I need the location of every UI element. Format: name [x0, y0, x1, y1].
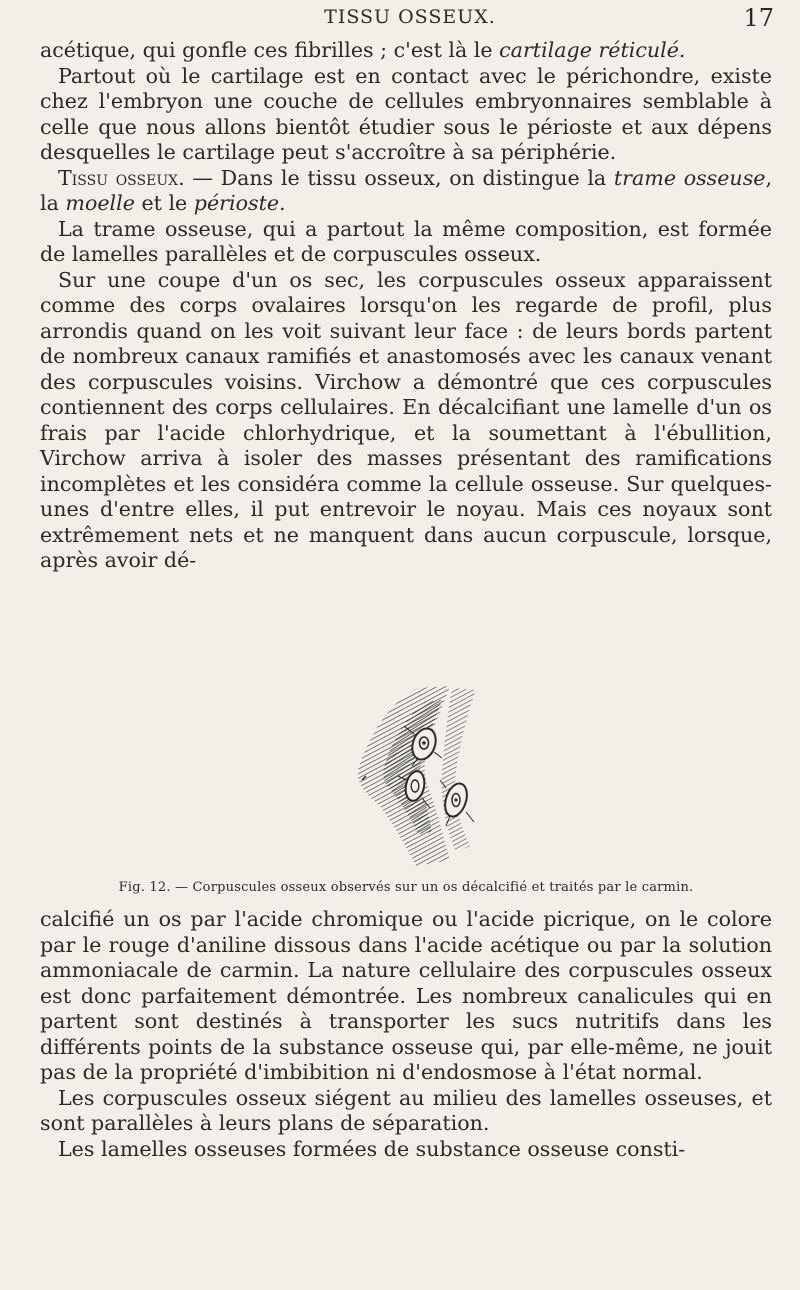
- section-heading-tissu-osseux: Tissu osseux.: [58, 165, 185, 190]
- paragraph-1: [40, 38, 772, 64]
- bone-corpuscles-engraving: [300, 682, 560, 872]
- text-block-bottom: [40, 907, 772, 1162]
- running-head: [40, 4, 780, 34]
- figure-caption: Fig. 12. — Corpuscules osseux observés sur un os décalcifié et traités par le carmin.: [118, 880, 694, 895]
- paragraph-3-text-b: , la: [40, 165, 773, 215]
- paragraph-4: La trame osseuse, qui a partout la même composition, est formée de lamelles parallèles et de corpuscules osseux.: [40, 216, 772, 266]
- figure-12-illustration: [300, 682, 560, 872]
- paragraph-3-text-c: et le: [134, 191, 194, 215]
- paragraph-6: calcifié un os par l'acide chromique ou l'acide picrique, on le colore par le rouge d'aniline dissous dans l'acide acétique ou par la solution ammoniacale de carmin. La nature cellulaire des corpuscules osseux est donc parfaitement démontrée. Les nombreux canalicules qui en partent sont destinés à transporter les sucs nutritifs dans les différents points de la substance osseuse qui, par elle-même, ne jouit pas de la propriété d'imbibition ni d'endosmose à l'état normal.: [40, 907, 772, 1084]
- term-perioste: périoste.: [193, 191, 286, 215]
- paragraph-3-text-a: — Dans le tissu osseux, on distingue la: [184, 165, 614, 190]
- term-trame-osseuse: trame osseuse: [613, 165, 766, 190]
- page-number: 17: [743, 4, 774, 32]
- paragraph-8: Les lamelles osseuses formées de substance osseuse consti-: [58, 1136, 686, 1161]
- term-moelle: moelle: [65, 191, 135, 215]
- paragraph-2: Partout où le cartilage est en contact avec le périchondre, existe chez l'embryon une couche de cellules embryonnaires semblable à celle que nous allons bientôt étudier sous le périoste et aux dépens desquelles le cartilage peut s'accroître à sa périphérie.: [40, 63, 772, 164]
- paragraph-1-text: acétique, qui gonfle ces fibrilles ; c'est là le: [40, 38, 500, 62]
- term-cartilage-reticule: cartilage réticulé.: [499, 38, 686, 62]
- text-block-top: [40, 38, 772, 574]
- paragraph-7: Les corpuscules osseux siégent au milieu des lamelles osseuses, et sont parallèles à leurs plans de séparation.: [40, 1085, 772, 1135]
- paragraph-5: Sur une coupe d'un os sec, les corpuscules osseux apparaissent comme des corps ovalaires lorsqu'on les regarde de profil, plus arrondis quand on les voit suivant leur face : de leurs bords partent de nombreux canaux ramifiés et anastomosés avec les canaux venant des corpuscules voisins. Virchow a démontré que ces corpuscules contiennent des corps cellulaires. En décalcifiant une lamelle d'un os frais par l'acide chlorhydrique, et la soumettant à l'ébullition, Virchow arriva à isoler des masses présentant des ramifications incomplètes et les considéra comme la cellule osseuse. Sur quelques-unes d'entre elles, il put entrevoir le noyau. Mais ces noyaux sont extrêmement nets et ne manquent dans aucun corpuscule, lorsque, après avoir dé-: [40, 267, 772, 572]
- paragraph-3: [40, 166, 772, 217]
- running-title: TISSU OSSEUX.: [324, 6, 496, 28]
